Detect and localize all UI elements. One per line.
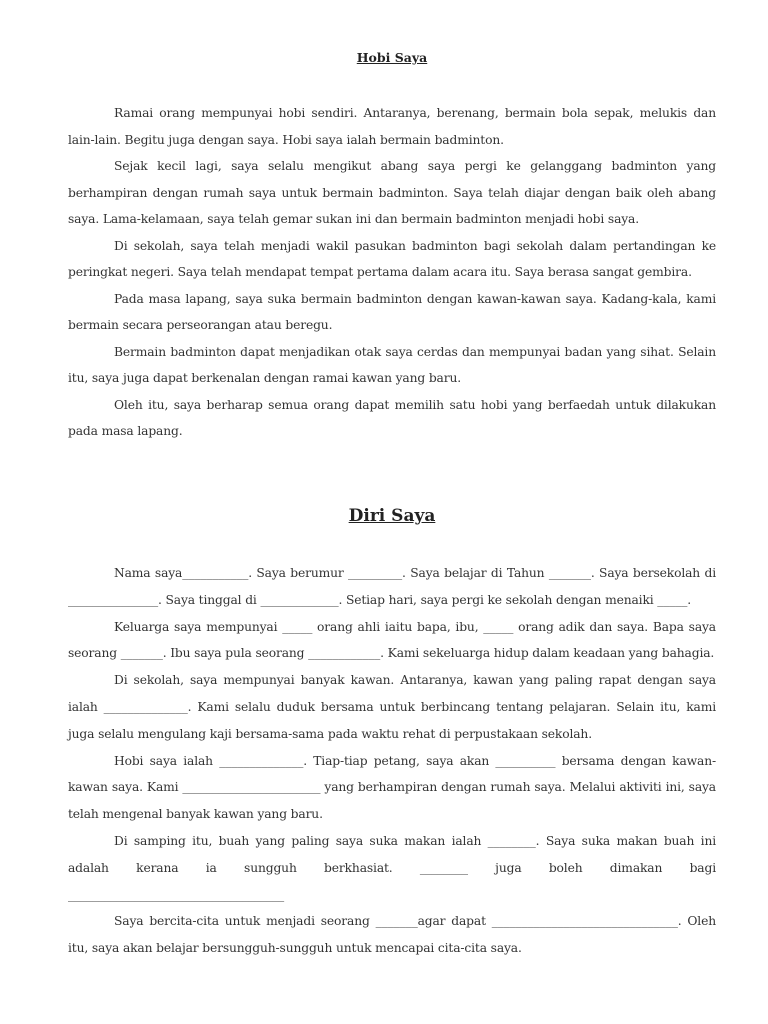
fill-in-paragraph: Keluarga saya mempunyai _____ orang ahli iaitu bapa, ibu, _____ orang adik dan saya. Bapa saya seorang _______. Ibu saya pula seorang ____________. Kami sekeluarga hidup dalam keadaan yang bahagia.	[68, 619, 716, 661]
hobi-saya-essay	[68, 100, 716, 445]
fill-in-paragraph: Di sekolah, saya mempunyai banyak kawan. Antaranya, kawan yang paling rapat dengan saya ialah ______________. Kami selalu duduk bersama untuk berbincang tentang pelajaran. Selain itu, kami juga selalu mengulang kaji bersama-sama pada waktu rehat di perpustakaan sekolah.	[68, 673, 716, 741]
fill-in-paragraph: Saya bercita-cita untuk menjadi seorang _______agar dapat _______________________________. Oleh itu, saya akan belajar bersungguh-sungguh untuk mencapai cita-cita saya.	[68, 914, 716, 956]
fill-in-paragraph: Nama saya___________. Saya berumur _________. Saya belajar di Tahun _______. Saya bersekolah di _______________. Saya tinggal di _____________. Setiap hari, saya pergi ke sekolah dengan menaiki _____.	[68, 566, 716, 607]
essay-paragraph: Bermain badminton dapat menjadikan otak saya cerdas dan mempunyai badan yang sihat. Selain itu, saya juga dapat berkenalan dengan ramai kawan yang baru.	[68, 344, 716, 385]
essay-paragraph: Pada masa lapang, saya suka bermain badminton dengan kawan-kawan saya. Kadang-kala, kami bermain secara perseorangan atau beregu.	[68, 291, 716, 332]
fill-in-paragraph: Di samping itu, buah yang paling saya suka makan ialah ________. Saya suka makan buah ini adalah kerana ia sungguh berkhasiat. ________ juga boleh dimakan bagi ____________________________________	[68, 833, 716, 902]
hobi-saya-title: Hobi Saya	[356, 50, 428, 65]
essay-paragraph: Ramai orang mempunyai hobi sendiri. Antaranya, berenang, bermain bola sepak, melukis dan lain-lain. Begitu juga dengan saya. Hobi saya ialah bermain badminton.	[68, 106, 716, 147]
diri-saya-essay	[68, 560, 716, 962]
fill-in-paragraph: Hobi saya ialah ______________. Tiap-tiap petang, saya akan __________ bersama dengan kawan-kawan saya. Kami _______________________ yang berhampiran dengan rumah saya. Melalui aktiviti ini, saya telah mengenal banyak kawan yang baru.	[68, 753, 716, 822]
diri-saya-title: Diri Saya	[348, 506, 436, 526]
essay-paragraph: Di sekolah, saya telah menjadi wakil pasukan badminton bagi sekolah dalam pertandingan ke peringkat negeri. Saya telah mendapat tempat pertama dalam acara itu. Saya berasa sangat gembira.	[68, 238, 716, 279]
essay-paragraph: Oleh itu, saya berharap semua orang dapat memilih satu hobi yang berfaedah untuk dilakukan pada masa lapang.	[68, 397, 716, 438]
essay-paragraph: Sejak kecil lagi, saya selalu mengikut abang saya pergi ke gelanggang badminton yang berhampiran dengan rumah saya untuk bermain badminton. Saya telah diajar dengan baik oleh abang saya. Lama-kelamaan, saya telah gemar sukan ini dan bermain badminton menjadi hobi saya.	[68, 159, 716, 226]
